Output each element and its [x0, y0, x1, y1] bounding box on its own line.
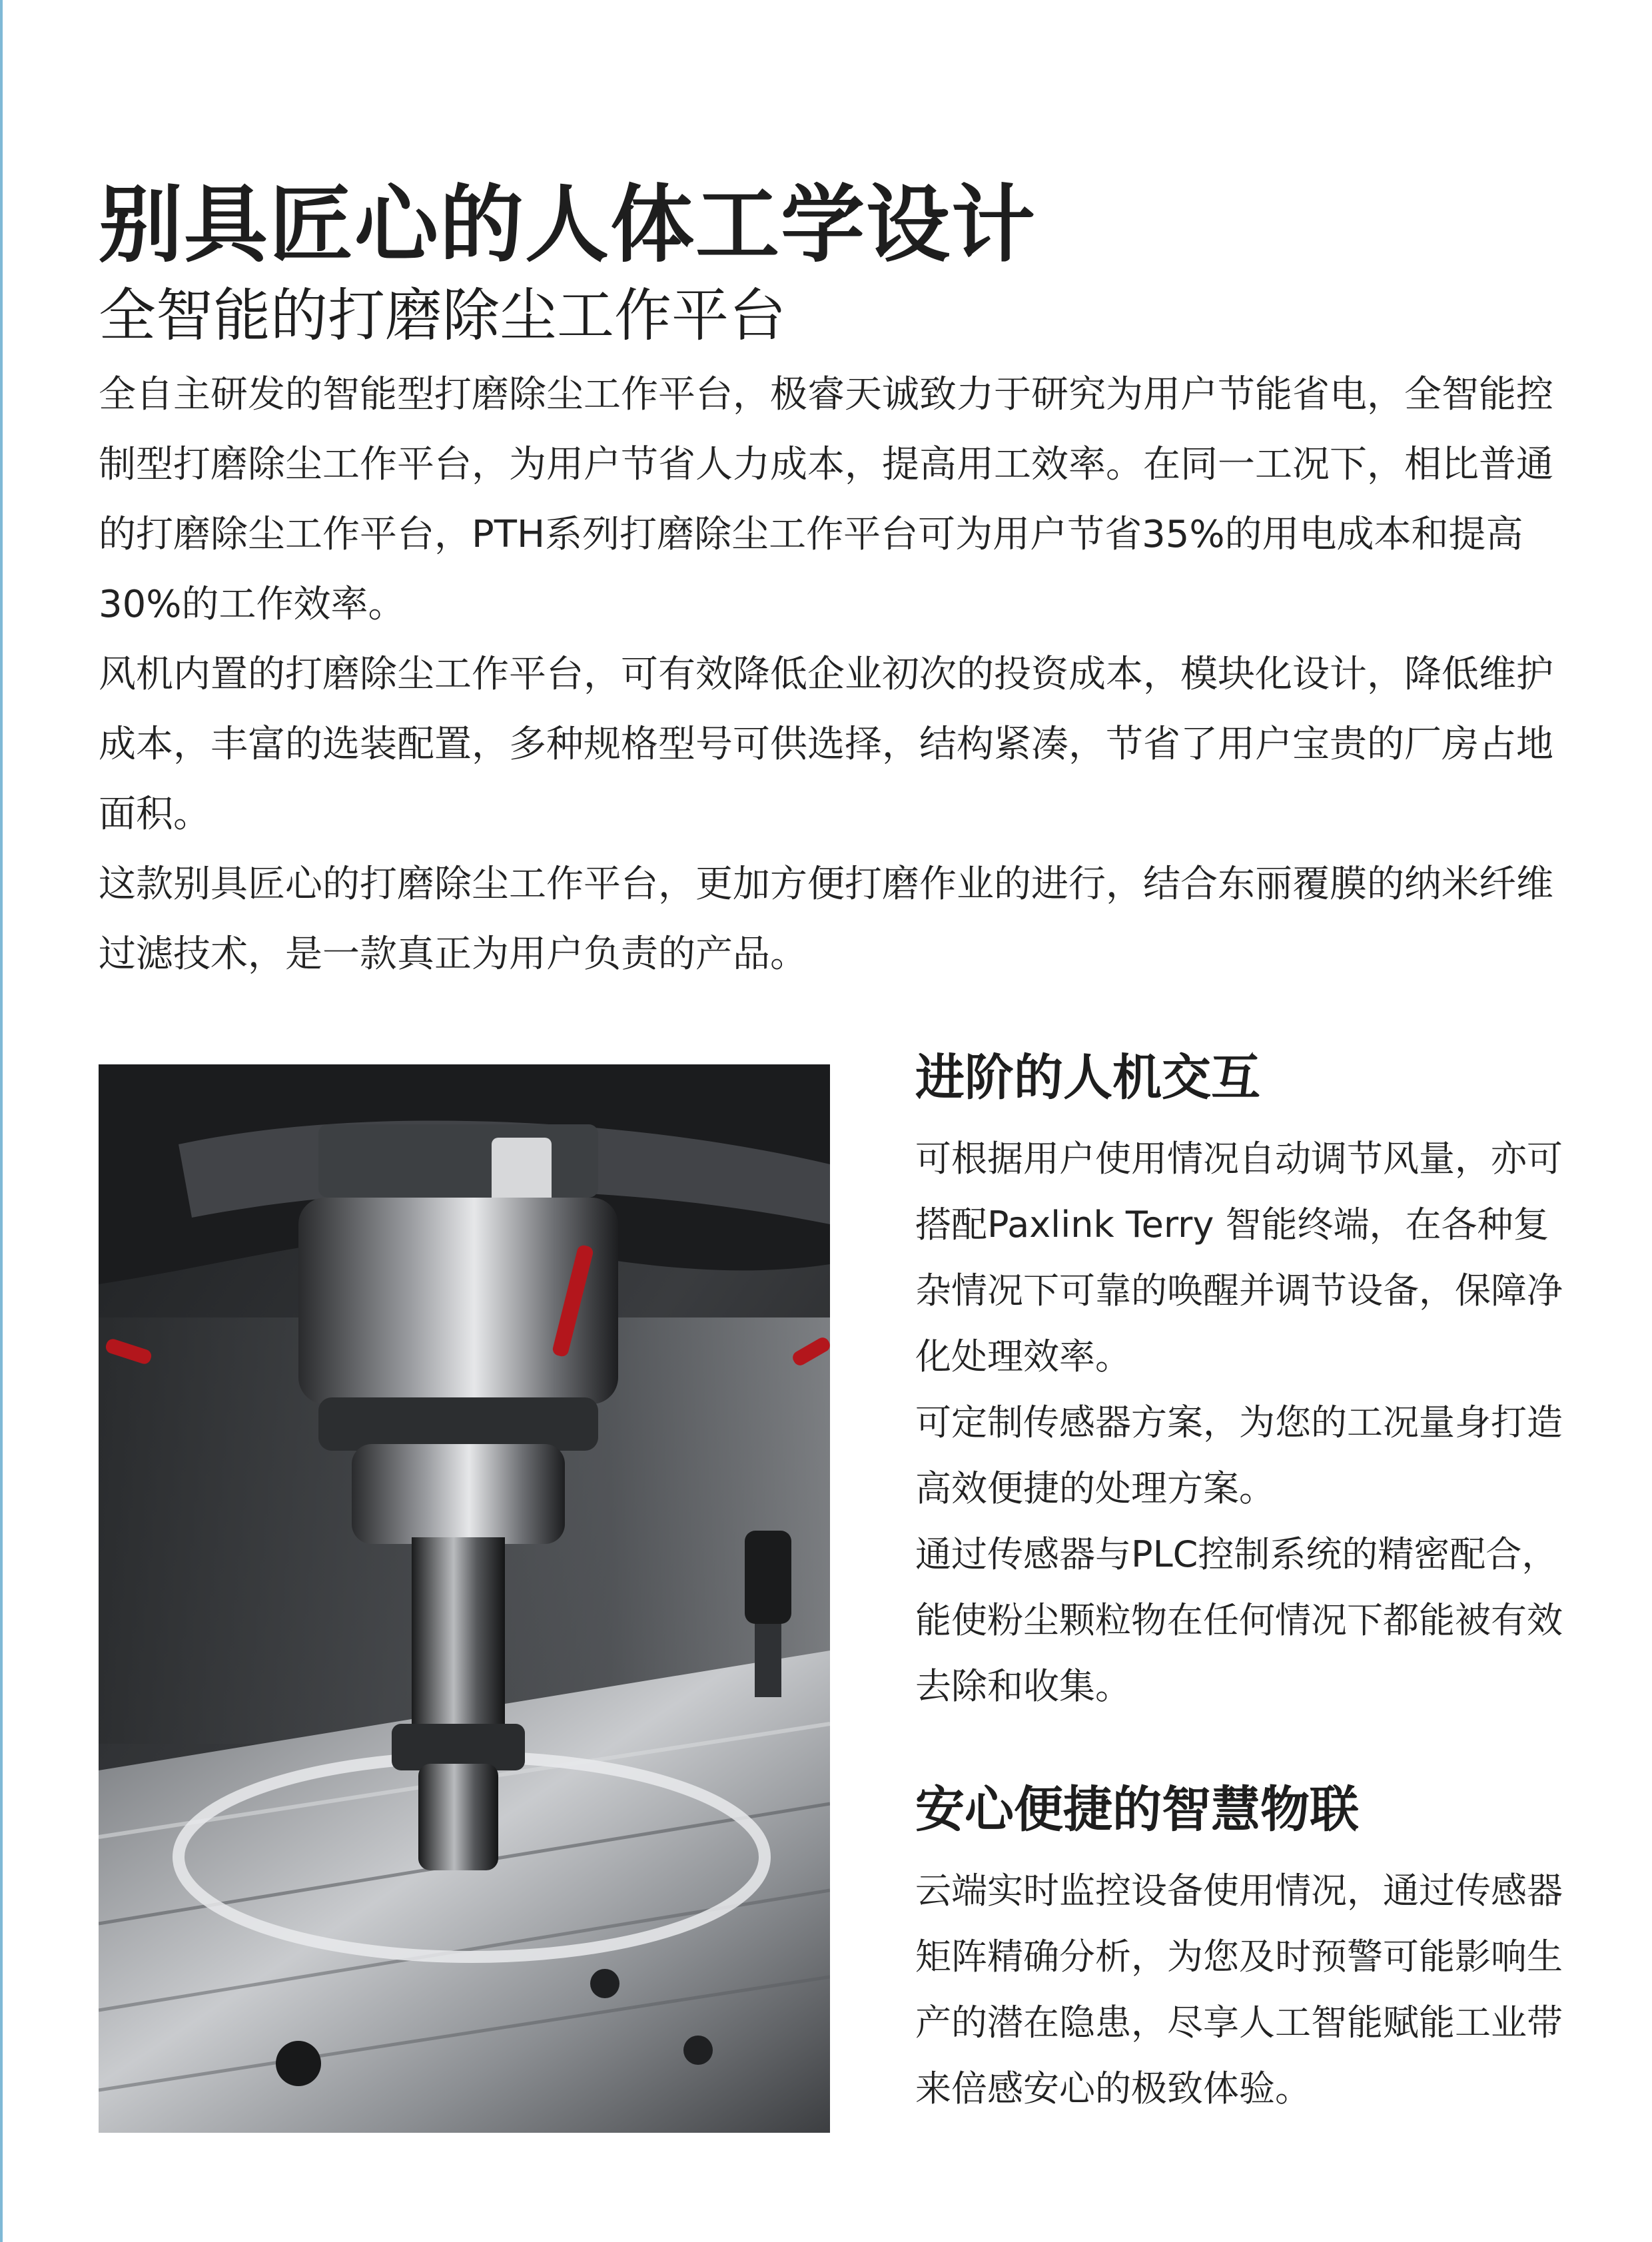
section-body-hmi [915, 1126, 1568, 1719]
features-column [915, 1046, 1568, 2121]
section-title-iot: 安心便捷的智慧物联 [915, 1781, 1359, 1839]
intro-text [99, 360, 1564, 989]
section-paragraph: 通过传感器与PLC控制系统的精密配合，能使粉尘颗粒物在任何情况下都能被有效去除和收集。 [915, 1533, 1563, 1708]
intro-paragraph: 风机内置的打磨除尘工作平台，可有效降低企业初次的投资成本，模块化设计，降低维护成本，丰富的选装配置，多种规格型号可供选择，结构紧凑，节省了用户宝贵的厂房占地面积。 [99, 653, 1553, 836]
intro-paragraph: 这款别具匠心的打磨除尘工作平台，更加方便打磨作业的进行，结合东丽覆膜的纳米纤维过滤技术，是一款真正为用户负责的产品。 [99, 863, 1553, 976]
section-title-hmi: 进阶的人机交互 [915, 1049, 1260, 1106]
section-spacer [915, 1719, 1568, 1778]
page-edge-line [0, 0, 3, 2242]
intro-paragraph: 全自主研发的智能型打磨除尘工作平台，极睿天诚致力于研究为用户节能省电，全智能控制型打磨除尘工作平台，为用户节省人力成本，提高用工效率。在同一工况下，相比普通的打磨除尘工作平台，PTH系列打磨除尘工作平台可为用户节省35%的用电成本和提高30%的工作效率。 [99, 373, 1553, 626]
section-paragraph: 可根据用户使用情况自动调节风量，亦可搭配Paxlink Terry 智能终端，在各种复杂情况下可靠的唤醒并调节设备，保障净化处理效率。 [915, 1138, 1563, 1378]
section-paragraph: 云端实时监控设备使用情况，通过传感器矩阵精确分析，为您及时预警可能影响生产的潜在隐患，尽享人工智能赋能工业带来倍感安心的极致体验。 [915, 1870, 1563, 2110]
product-photo [99, 1064, 830, 2133]
milling-machine-illustration [99, 1064, 830, 2133]
page-subtitle: 全智能的打磨除尘工作平台 [99, 282, 786, 350]
section-paragraph: 可定制传感器方案，为您的工况量身打造高效便捷的处理方案。 [915, 1401, 1563, 1510]
page-title: 别具匠心的人体工学设计 [99, 176, 1036, 274]
section-body-iot [915, 1858, 1568, 2121]
